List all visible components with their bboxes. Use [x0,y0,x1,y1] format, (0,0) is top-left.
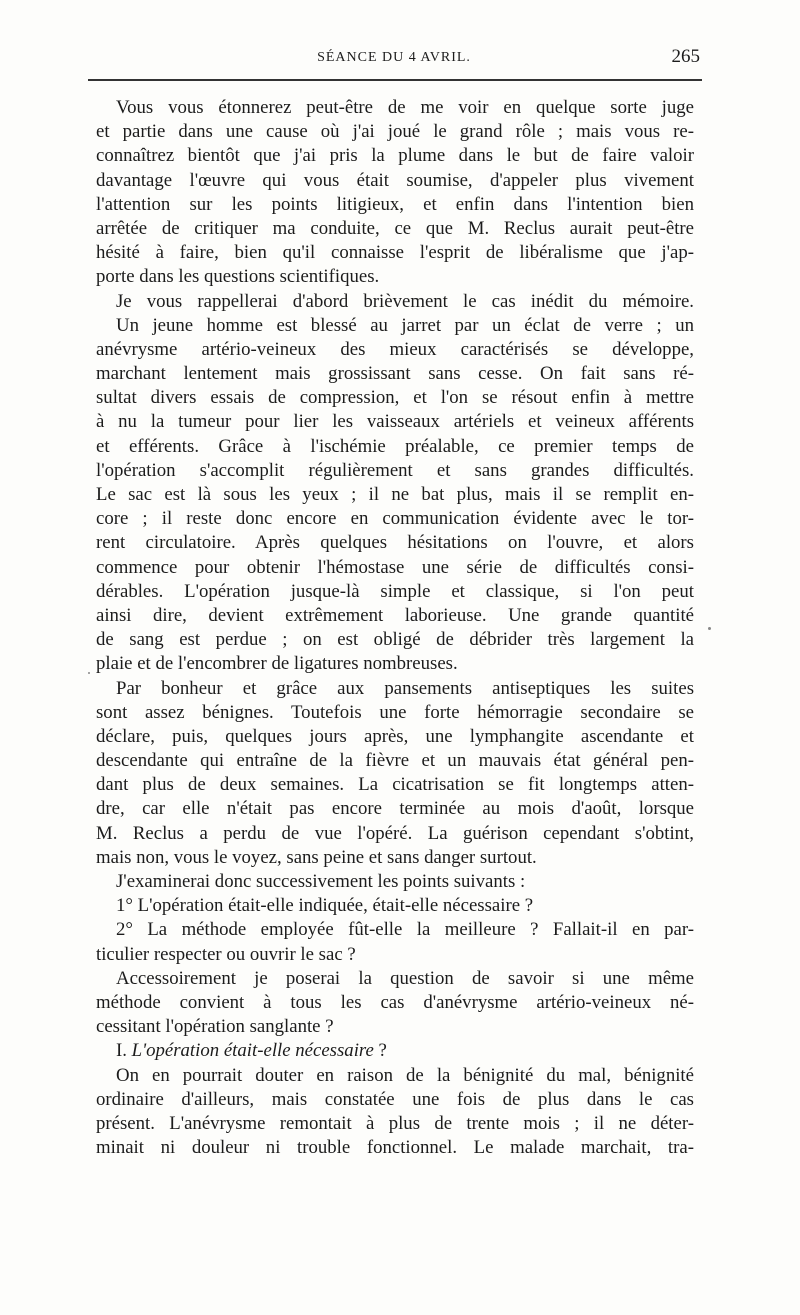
text-line: connaîtrez bientôt que j'ai pris la plume dans le but de faire valoir [96,145,694,167]
text-line: arrêtée de critiquer ma conduite, ce que M. Reclus aurait peut-être [96,217,694,239]
text-line: Je vous rappellerai d'abord brièvement le cas inédit du mémoire. [116,290,694,312]
text-line: l'opération s'accomplit régulièrement et sans grandes difficultés. [96,459,694,481]
running-header [88,46,700,70]
text-line: déclare, puis, quelques jours après, une lymphangite ascendante et [96,725,694,747]
text-line: J'examinerai donc successivement les points suivants : [116,871,526,892]
section-mark: ? [373,1040,387,1062]
page-number: 265 [671,46,700,67]
text-line: ticulier respecter ou ouvrir le sac ? [96,943,356,965]
text-line: dant plus de deux semaines. La cicatrisation se fit longtemps atten- [96,774,694,796]
text-line: et partie dans une cause où j'ai joué le grand rôle ; mais vous re- [96,121,694,143]
text-line: Accessoirement je poserai la question de savoir si une même [116,967,694,989]
text-line: ordinaire d'ailleurs, mais constatée une fois de plus dans le cas [96,1088,694,1110]
text-line: Le sac est là sous les yeux ; il ne bat plus, mais il se remplit en- [96,484,694,505]
text-line: cessitant l'opération sanglante ? [96,1016,334,1038]
text-line: à nu la tumeur pour lier les vaisseaux artériels et veineux afférents [96,411,694,433]
paper-speck [708,627,711,630]
text-line: de sang est perdue ; on est obligé de débrider très largement la [96,629,694,651]
text-line: commence pour obtenir l'hémostase une série de difficultés consi- [96,556,694,578]
text-line: marchant lentement mais grossissant sans cesse. On fait sans ré- [96,363,694,385]
section-heading [96,1039,694,1063]
text-line: On en pourrait douter en raison de la bénignité du mal, bénignité [116,1064,694,1086]
section-title: L'opération était-elle nécessaire [131,1040,374,1062]
text-line: 2° La méthode employée fût-elle la meilleure ? Fallait-il en par- [116,919,694,941]
text-line: dérables. L'opération jusque-là simple et classique, si l'on peut [96,580,694,602]
running-title: SÉANCE DU 4 AVRIL. [317,50,471,65]
text-line: Un jeune homme est blessé au jarret par un éclat de verre ; un [116,314,694,336]
text-line: minait ni douleur ni trouble fonctionnel. Le malade marchait, tra- [96,1137,694,1159]
section-number: I. [116,1040,127,1062]
text-line: dre, car elle n'était pas encore terminée au mois d'août, lorsque [96,798,694,820]
text-line: méthode convient à tous les cas d'anévrysme artério-veineux né- [96,991,694,1013]
text-line: sultat divers essais de compression, et l'on se résout enfin à mettre [96,387,694,409]
text-line: présent. L'anévrysme remontait à plus de trente mois ; il ne déter- [96,1112,694,1134]
text-line: plaie et de l'encombrer de ligatures nombreuses. [96,653,458,675]
text-line: descendante qui entraîne de la fièvre et un mauvais état général pen- [96,750,694,772]
text-line: mais non, vous le voyez, sans peine et sans danger surtout. [96,846,537,868]
text-line: sont assez bénignes. Toutefois une forte hémorragie secondaire se [96,701,694,723]
text-line: core ; il reste donc encore en communication évidente avec le tor- [96,508,694,530]
text-line: l'attention sur les points litigieux, et enfin dans l'intention bien [96,193,694,215]
text-line: davantage l'œuvre qui vous était soumise, d'appeler plus vivement [96,169,694,191]
text-line: 1° L'opération était-elle indiquée, était-elle nécessaire ? [116,895,534,917]
text-line: porte dans les questions scientifiques. [96,266,380,288]
text-line: Vous vous étonnerez peut-être de me voir en quelque sorte juge [116,97,694,118]
text-line: hésité à faire, bien qu'il connaisse l'esprit de libéralisme que j'ap- [96,242,694,264]
text-line: anévrysme artério-veineux des mieux caractérisés se développe, [96,338,694,360]
text-line: et efférents. Grâce à l'ischémie préalable, ce premier temps de [96,435,694,457]
text-line: Par bonheur et grâce aux pansements antiseptiques les suites [116,677,694,699]
text-line: ainsi dire, devient extrêmement laborieuse. Une grande quantité [96,604,694,626]
paper-speck [88,672,90,674]
text-line: rent circulatoire. Après quelques hésitations on l'ouvre, et alors [96,532,694,554]
header-rule [88,79,702,81]
body-text [96,96,694,1160]
text-line: M. Reclus a perdu de vue l'opéré. La guérison cependant s'obtint, [96,822,694,844]
